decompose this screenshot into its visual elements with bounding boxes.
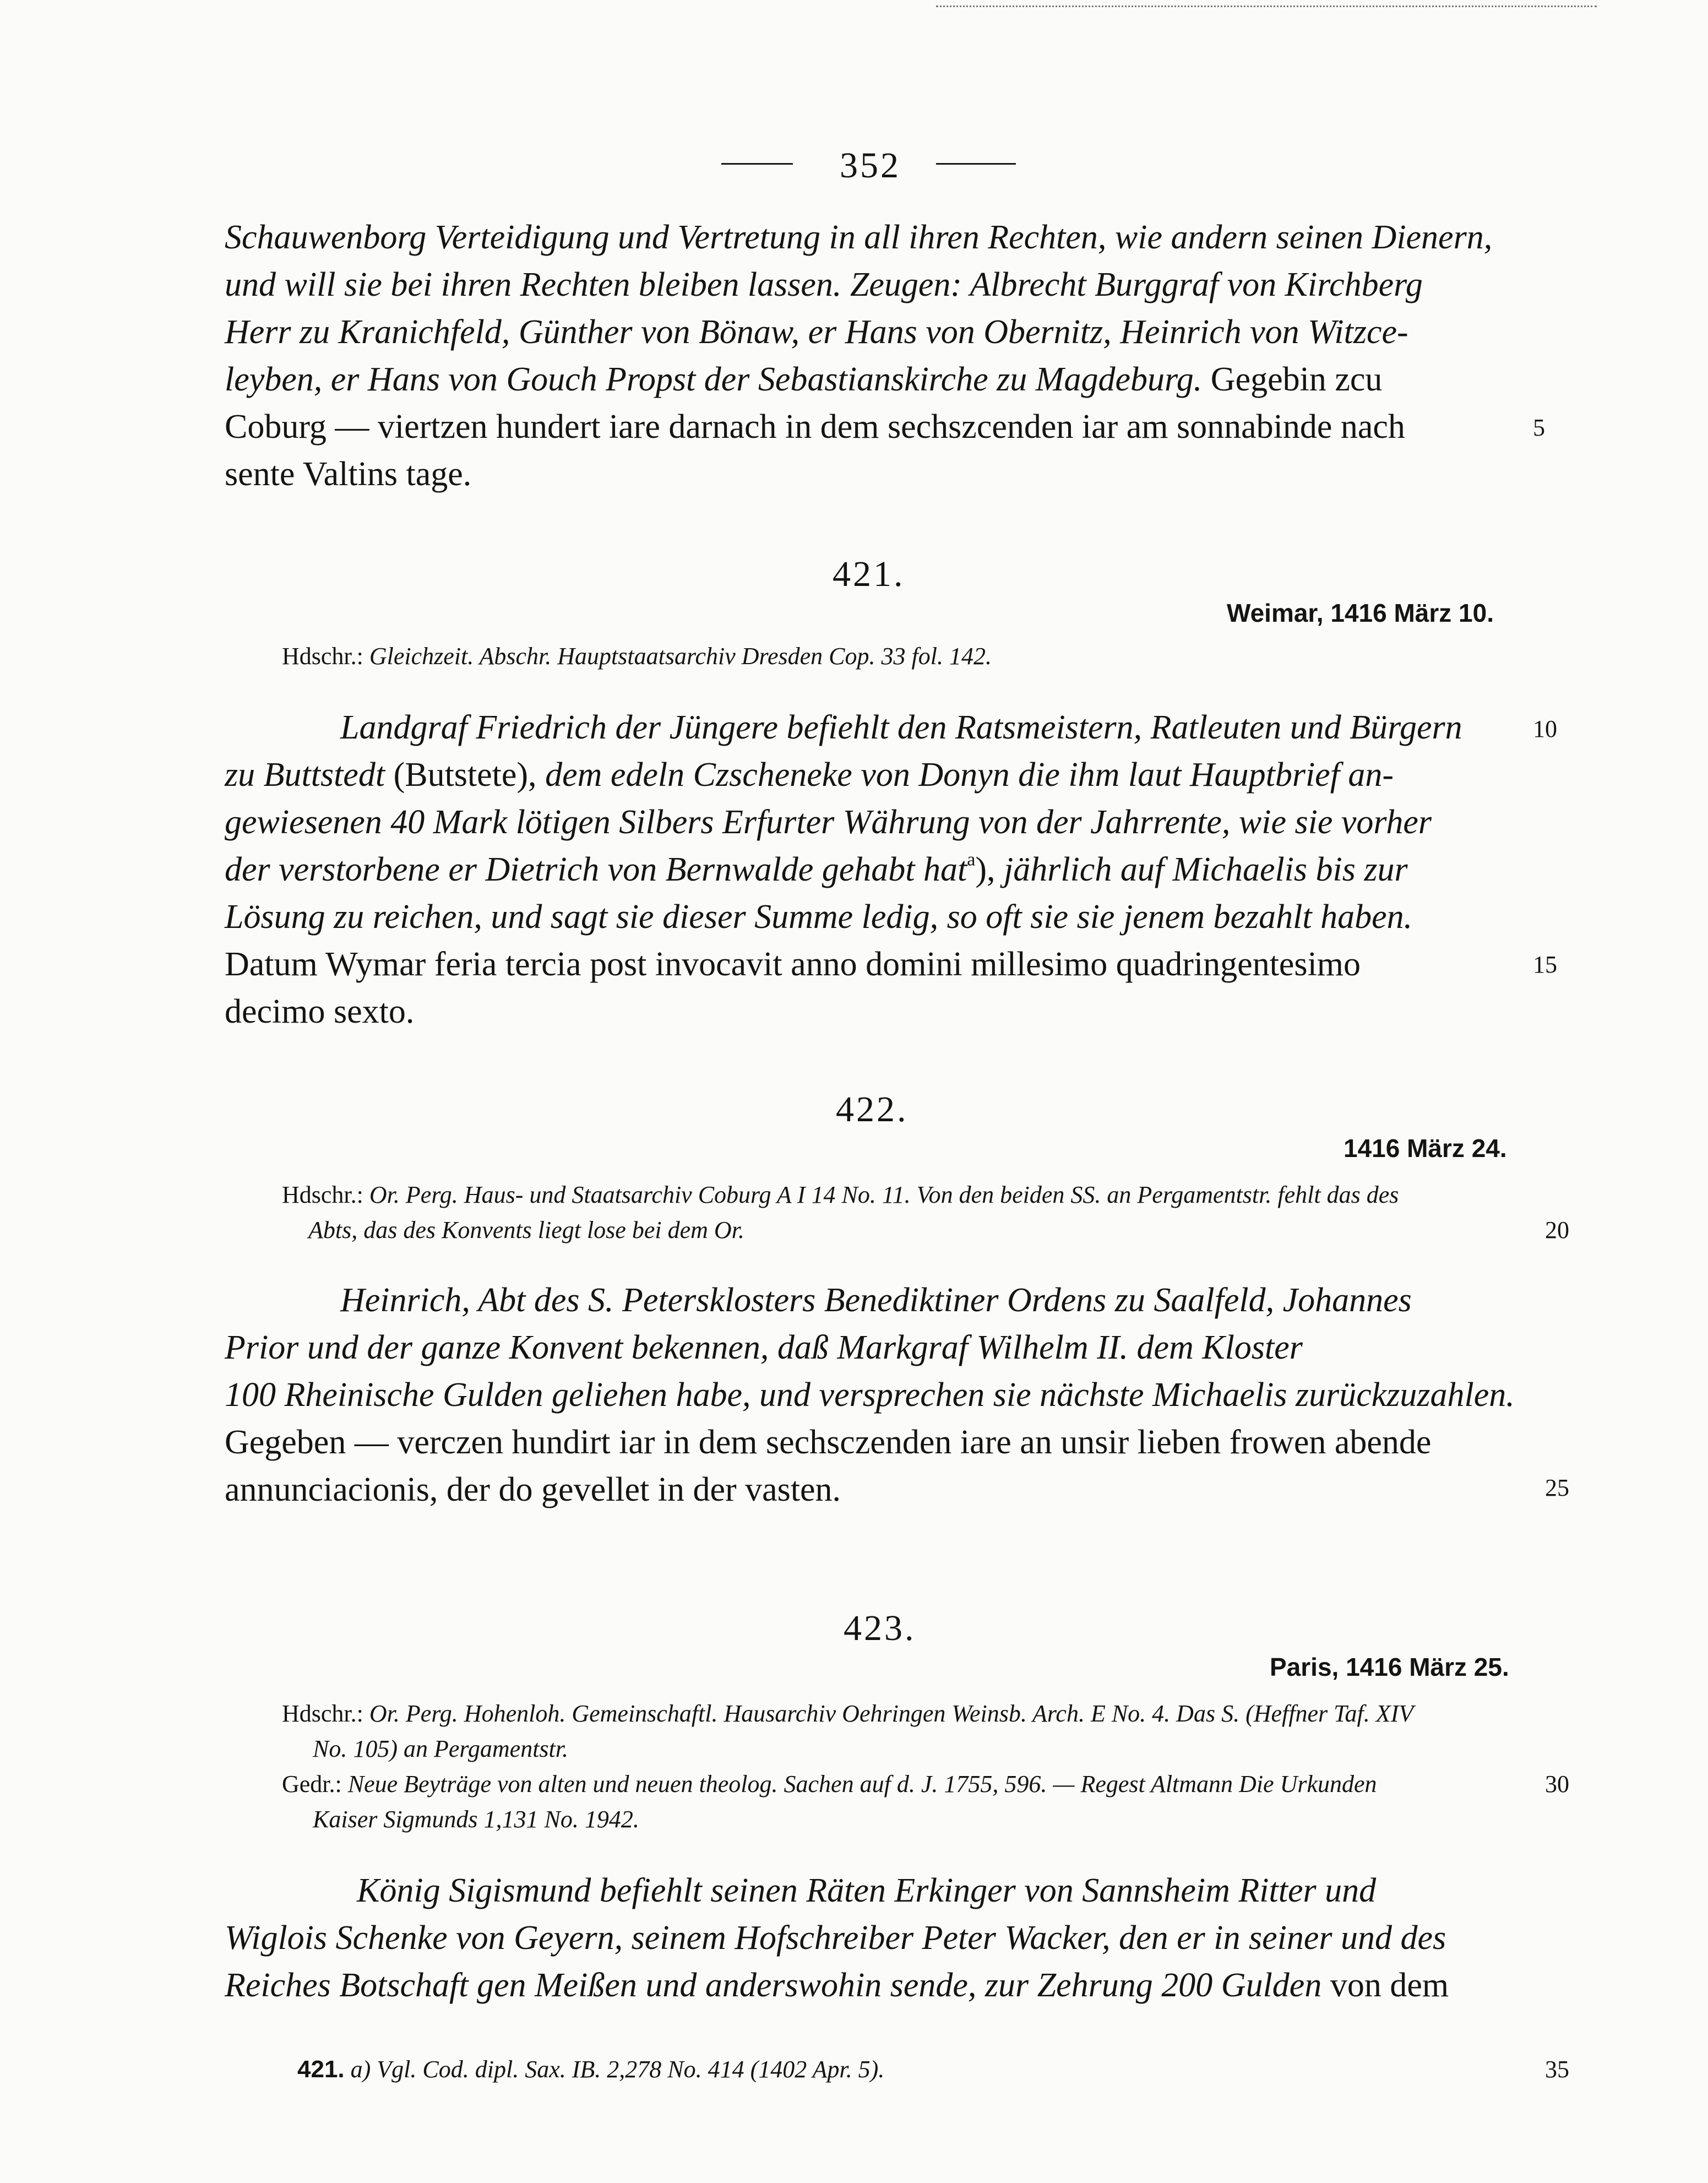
footnote-marker-a: a	[967, 849, 976, 870]
doc-422-source-1	[282, 1183, 1399, 1207]
doc-422-line-3: 100 Rheinische Gulden geliehen habe, und versprechen sie nächste Michaelis zurückzuzahlen.	[225, 1376, 1515, 1414]
doc-423-number: 423.	[844, 1608, 916, 1648]
intro-line-4	[225, 362, 1382, 397]
doc-421-line-5: Lösung zu reichen, und sagt sie dieser Summe ledig, so oft sie sie jenem bezahlt haben.	[225, 898, 1413, 936]
doc-422-line-5: annunciacionis, der do gevellet in der vasten.	[225, 1471, 841, 1508]
doc-422-number: 422.	[836, 1089, 909, 1129]
doc-423-line-3b: von dem	[1330, 1967, 1449, 2004]
doc-421-number: 421.	[833, 554, 905, 594]
intro-line-4-text: leyben, er Hans von Gouch Propst der Sebastianskirche zu Magdeburg.	[225, 361, 1203, 398]
doc-423-line-1: König Sigismund befiehlt seinen Räten Erkinger von Sannsheim Ritter und	[357, 1872, 1377, 1909]
doc-422-source-label: Hdschr.:	[282, 1181, 363, 1208]
doc-421-line-4	[225, 849, 1408, 888]
doc-422-source-2: Abts, das des Konvents liegt lose bei dem Or.	[308, 1217, 744, 1243]
doc-421-line-2a: zu Buttstedt	[225, 756, 385, 794]
doc-421-line-4b: ),	[975, 851, 996, 888]
doc-421-line-4c: jährlich auf Michaelis bis zur	[1004, 851, 1408, 888]
doc-422-date: 1416 März 24.	[1343, 1134, 1507, 1163]
doc-423-date: Paris, 1416 März 25.	[1270, 1653, 1509, 1681]
footnote	[297, 2057, 884, 2082]
scan-edge-line	[936, 6, 1597, 9]
intro-line-5: Coburg — viertzen hundert iare darnach in dem sechszcenden iar am sonnabinde nach	[225, 408, 1405, 446]
line-marker-10: 10	[1533, 715, 1557, 742]
doc-423-print-2: Kaiser Sigmunds 1,131 No. 1942.	[313, 1806, 639, 1833]
page-number: 352	[840, 145, 901, 186]
doc-421-line-1: Landgraf Friedrich der Jüngere befiehlt den Ratsmeistern, Ratleuten und Bürgern	[340, 709, 1462, 746]
page-number-dash-left	[721, 163, 793, 165]
doc-421-line-2c: dem edeln Czscheneke von Donyn die ihm laut Hauptbrief an-	[545, 756, 1394, 794]
doc-423-line-3a: Reiches Botschaft gen Meißen und anderswohin sende, zur Zehrung 200 Gulden	[225, 1967, 1322, 2004]
intro-line-2: und will sie bei ihren Rechten bleiben lassen. Zeugen: Albrecht Burggraf von Kirchberg	[225, 266, 1423, 303]
doc-421-line-7: decimo sexto.	[225, 993, 415, 1030]
doc-423-source-label: Hdschr.:	[282, 1700, 363, 1727]
doc-421-line-4a: der verstorbene er Dietrich von Bernwalde gehabt hat	[225, 851, 967, 888]
doc-423-print-label: Gedr.:	[282, 1771, 342, 1798]
doc-422-line-2: Prior und der ganze Konvent bekennen, daß Markgraf Wilhelm II. dem Kloster	[225, 1329, 1303, 1366]
doc-423-line-3	[225, 1968, 1449, 2002]
doc-423-print-1	[282, 1772, 1377, 1796]
footnote-text: a) Vgl. Cod. dipl. Sax. IB. 2,278 No. 414 (1402 Apr. 5).	[350, 2056, 885, 2083]
line-marker-15: 15	[1533, 951, 1557, 978]
doc-423-print-text-1: Neue Beyträge von alten und neuen theolog. Sachen auf d. J. 1755, 596. — Regest Altmann Die Urkunden	[347, 1771, 1377, 1798]
doc-422-line-4: Gegeben — verczen hundirt iar in dem sechsczenden iare an unsir lieben frowen abende	[225, 1424, 1432, 1461]
doc-421-line-6: Datum Wymar feria tercia post invocavit anno domini millesimo quadringentesimo	[225, 946, 1361, 983]
line-marker-20: 20	[1545, 1217, 1569, 1243]
line-marker-5: 5	[1533, 414, 1545, 441]
intro-line-1: Schauwenborg Verteidigung und Vertretung in all ihren Rechten, wie andern seinen Dienern,	[225, 219, 1493, 256]
doc-421-source-text: Gleichzeit. Abschr. Hauptstaatsarchiv Dresden Cop. 33 fol. 142.	[369, 643, 992, 670]
doc-421-line-3: gewiesenen 40 Mark lötigen Silbers Erfurter Währung von der Jahrrente, wie sie vorher	[225, 803, 1432, 841]
doc-422-line-1: Heinrich, Abt des S. Petersklosters Benediktiner Ordens zu Saalfeld, Johannes	[340, 1281, 1412, 1319]
line-marker-30: 30	[1545, 1771, 1569, 1798]
line-marker-35: 35	[1545, 2056, 1569, 2083]
footnote-ref: 421.	[297, 2056, 345, 2083]
doc-423-source-2: No. 105) an Pergamentstr.	[313, 1735, 569, 1762]
line-marker-25: 25	[1545, 1474, 1569, 1501]
doc-421-source-label: Hdschr.:	[282, 643, 363, 670]
doc-421-line-2b: (Butstete),	[393, 756, 537, 794]
doc-421-date: Weimar, 1416 März 10.	[1227, 599, 1494, 627]
page-number-dash-right	[936, 163, 1016, 165]
intro-line-3: Herr zu Kranichfeld, Günther von Bönaw, er Hans von Obernitz, Heinrich von Witzce-	[225, 313, 1408, 351]
intro-line-6: sente Valtins tage.	[225, 455, 472, 493]
doc-423-line-2: Wiglois Schenke von Geyern, seinem Hofschreiber Peter Wacker, den er in seiner und des	[225, 1919, 1446, 1957]
doc-421-line-2	[225, 758, 1394, 792]
doc-422-source-text-1: Or. Perg. Haus- und Staatsarchiv Coburg A I 14 No. 11. Von den beiden SS. an Pergamentstr. fehlt das des	[369, 1181, 1399, 1208]
doc-423-source-text-1: Or. Perg. Hohenloh. Gemeinschaftl. Hausarchiv Oehringen Weinsb. Arch. E No. 4. Das S. (Heffner Taf. XIV	[369, 1700, 1414, 1727]
doc-423-source-1	[282, 1702, 1413, 1726]
doc-421-source	[282, 644, 992, 669]
intro-line-4-latin: Gegebin zcu	[1210, 361, 1383, 398]
